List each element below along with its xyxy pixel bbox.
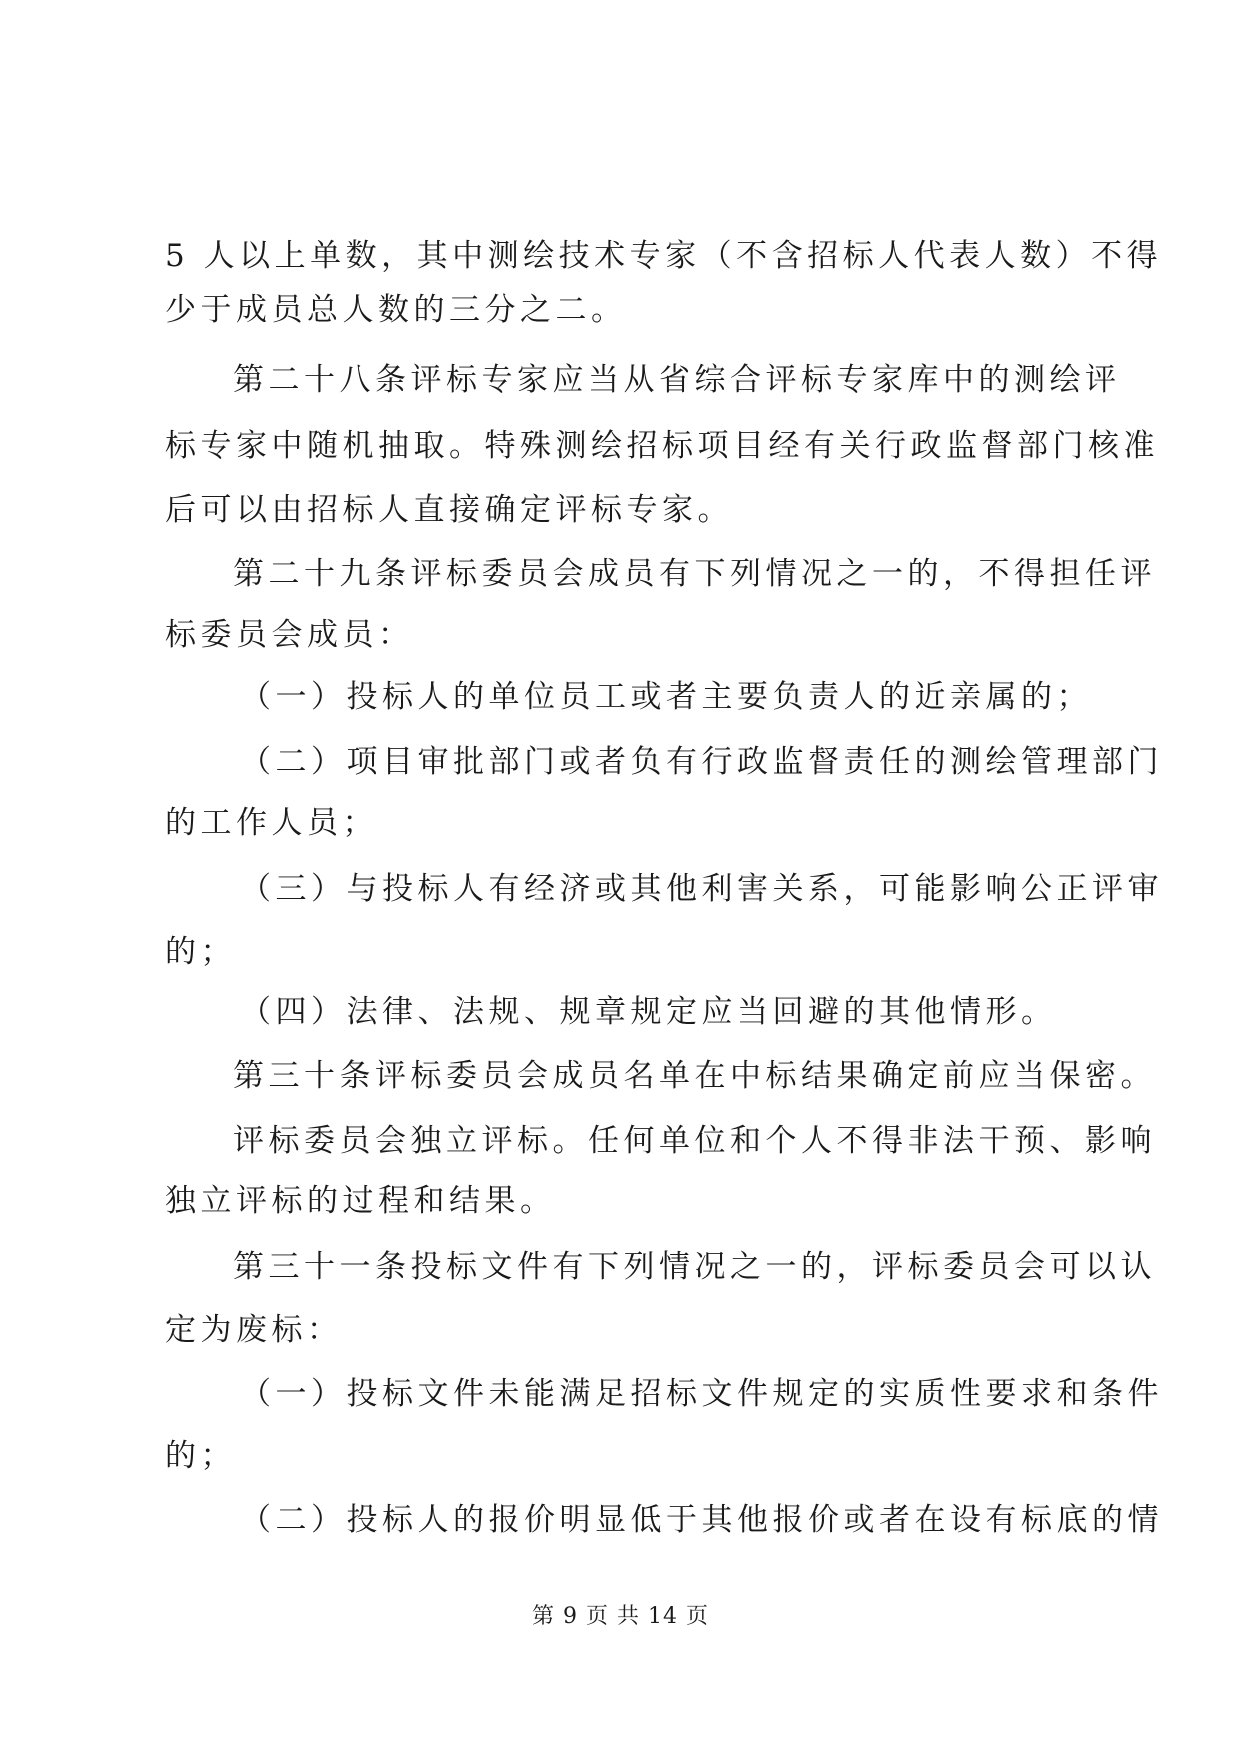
- text-line: 少于成员总人数的三分之二。: [165, 292, 627, 328]
- text-line: （四）法律、法规、规章规定应当回避的其他情形。: [240, 994, 1057, 1030]
- text-line: 标委员会成员：: [165, 617, 414, 653]
- text-line: （二）投标人的报价明显低于其他报价或者在设有标底的情: [240, 1502, 1163, 1538]
- text-line: 第二十九条评标委员会成员有下列情况之一的，不得担任评: [233, 556, 1156, 592]
- text-line: 标专家中随机抽取。特殊测绘招标项目经有关行政监督部门核准: [165, 428, 1159, 464]
- text-line: （二）项目审批部门或者负有行政监督责任的测绘管理部门: [240, 744, 1163, 780]
- text-line: （三）与投标人有经济或其他利害关系，可能影响公正评审: [240, 871, 1163, 907]
- text-line: 独立评标的过程和结果。: [165, 1183, 556, 1219]
- text-line: 的；: [165, 1438, 236, 1474]
- text-line: 第三十条评标委员会成员名单在中标结果确定前应当保密。: [233, 1058, 1156, 1094]
- text-line: 5 人以上单数，其中测绘技术专家（不含招标人代表人数）不得: [165, 238, 1163, 274]
- text-line: 的工作人员；: [165, 805, 378, 841]
- text-line: （一）投标人的单位员工或者主要负责人的近亲属的；: [240, 679, 1092, 715]
- text-line: 第二十八条评标专家应当从省综合评标专家库中的测绘评: [233, 362, 1121, 398]
- text-line: （一）投标文件未能满足招标文件规定的实质性要求和条件: [240, 1376, 1163, 1412]
- text-line: 第三十一条投标文件有下列情况之一的，评标委员会可以认: [233, 1249, 1156, 1285]
- page-number-footer: 第 9 页 共 14 页: [532, 1604, 709, 1629]
- text-line: 的；: [165, 934, 236, 970]
- text-line: 评标委员会独立评标。任何单位和个人不得非法干预、影响: [233, 1123, 1156, 1159]
- text-line: 定为废标：: [165, 1312, 343, 1348]
- text-line: 后可以由招标人直接确定评标专家。: [165, 492, 733, 528]
